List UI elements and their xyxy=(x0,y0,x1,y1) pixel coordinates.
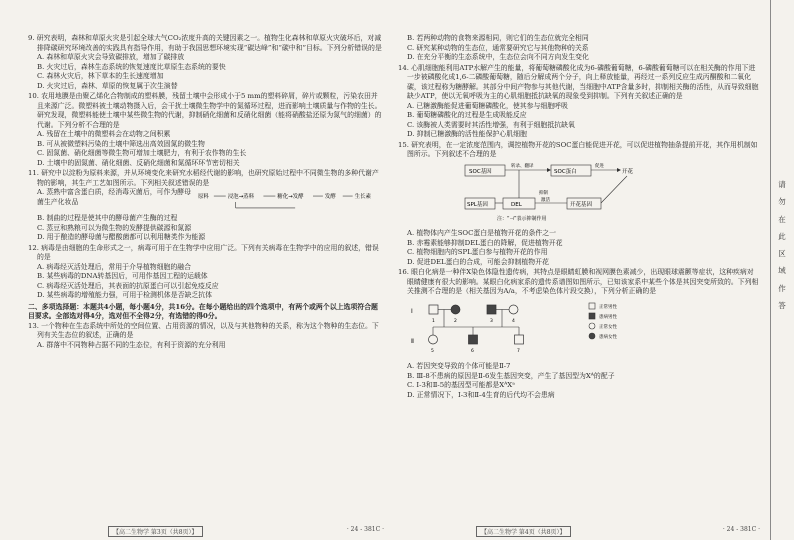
question-stem: 12. 病毒是由细胞的生命形式之一，病毒可用于在生物学中应用广泛。下列有关病毒在生物学中的应用的叙述，错误的是 xyxy=(28,243,379,262)
question-13-continued xyxy=(398,34,760,63)
process-flow-diagram xyxy=(196,188,384,214)
option-d: D. 在充分平衡的生态系统中，生态位会向不同方向发生变化 xyxy=(407,53,589,62)
edge-label: 促进 xyxy=(595,163,604,169)
question-stem: 13. 一个物种在生态系统中所处的空间位置、占用资源的情况，以及与其他物种的关系，称为这个物种的生态位。下列有关生态位的叙述，正确的是 xyxy=(28,321,379,340)
option-b: B. 葡萄糖磷酸化的过程是生成吸能反应 xyxy=(407,111,527,120)
question-16 xyxy=(398,268,760,400)
section-heading: 二、多项选择题：本题共4小题，每小题4分，共16分。在每小题给出的四个选项中，有两个或两个以上选项符合题目要求。全部选对得4分，选对但不全得2分，有选错的得0分。 xyxy=(28,302,378,321)
option-a: A. 森林和草原火灾会导致碳排放，增加了碳排放 xyxy=(37,53,185,62)
individual-label: 2 xyxy=(454,318,457,324)
option-a: A. 病毒经灭活处理后，常用于介导植物细胞的融合 xyxy=(37,262,192,271)
option-d: D. 火灾过后，森林、草原的恢复属于次生演替 xyxy=(37,81,178,90)
flow-step: 原料 xyxy=(197,194,209,201)
option-c: C. 固氮菌、硝化细菌等微生物可增加土壤肥力，有利于农作物的生长 xyxy=(37,149,247,158)
question-15 xyxy=(398,141,760,268)
option-c: C. 病毒经灭活处理后，其表面的抗原蛋白可以引起免疫反应 xyxy=(37,281,219,290)
option-a: A. 群落中不同物种占据不同的生态位，有利于资源的充分利用 xyxy=(37,340,226,349)
individual-label: 4 xyxy=(512,318,515,324)
question-stem: 15. 研究表明，在一定浓度范围内，调控植物开花的SOC蛋白能促进开花，可以促进植物抽条提前开花，其作用机制如图所示。下列叙述不合理的是 xyxy=(398,140,758,159)
option-c: C. 蒸豆和熟粮可以为微生物的发酵提供碳源和氮源 xyxy=(37,223,192,232)
question-stem: 16. 眼白化病是一种伴X染色体隐性遗传病，其特点是眼睛虹膜和视网膜色素减少，出现眼球震颤等症状，这种疾病对眼睛健康有很大的影响。某眼白化病家系的遗传系谱图如图所示，已知该家系中某些个体是其因突变所致的。下列相关推测不合理的是（相关基因为A/a，不考虑染色体片段交换），下列分析正确的是 xyxy=(398,268,759,296)
question-stem: 14. 心肌细胞能利用ATP水解产生的能量，将葡萄糖磷酸化成为6-磷酸葡萄糖，6-磷酸葡萄糖可以在相关酶的作用下进一步被磷酸化成1,6-二磷酸葡萄糖，随后分解成两个分子，向上释放能量，再经过一系列反应生成丙酮酸和二氧化碳，该过程称为糖酵解。其部分中间产物参与其他代谢，当细胞中ATP含量多时，抑制相关酶的活性，从而导致细胞缺少ATP，使以无氧呼吸为主的心肌细胞抵抗缺氧的现象受到抑制。下列有关叙述正确的是 xyxy=(398,63,759,101)
generation-label: Ⅰ xyxy=(411,307,413,315)
option-d: D. 促进DEL蛋白的合成，可能会抑制植物开花 xyxy=(407,257,549,266)
option-d: D. 用于酿造的酵母菌与醋酸菌都可以利用糖类作为能源 xyxy=(37,233,206,242)
question-stem: 9. 研究表明，森林和草原火灾是引起全球大气CO₂浓度升高的关键因素之一。植物生化森林和草原火灾破坏后，对减排降碳研究环境改善的实践具有指导作用，有助于我国思想环境实现“碳达峰”和“碳中和”目标。下列分析错误的是 xyxy=(28,34,382,52)
individual-label: 7 xyxy=(517,348,520,354)
normal-male-symbol xyxy=(515,335,524,344)
individual-label: 5 xyxy=(431,348,434,354)
flow-step: 发酵 xyxy=(324,194,336,201)
notice-char: 区 xyxy=(778,249,786,258)
individual-label: 1 xyxy=(432,318,435,324)
notice-char: 答 xyxy=(778,300,786,310)
notice-char: 勿 xyxy=(778,197,786,207)
option-b: B. 火灾过后，森林生态系统的恢复速度比草原生态系统的要快 xyxy=(37,62,226,71)
option-d: D. 抑制已糖激酶的活性能保护心肌细胞 xyxy=(407,130,527,139)
edge-label: 抑制 xyxy=(539,190,548,196)
page-number-tag: 【高二生物学 第3页（共8页）】 xyxy=(108,526,203,537)
no-answer-zone-notice xyxy=(772,176,792,314)
affected-male-symbol xyxy=(487,305,496,314)
question-13 xyxy=(28,322,384,351)
normal-male-symbol xyxy=(429,305,438,314)
option-a: A. 若因突变导致的个体可能是Ⅱ-7 xyxy=(407,362,511,371)
node-label: SOC蛋白 xyxy=(554,168,577,175)
option-c: C. Ⅰ-3和Ⅱ-5的基因型可能都是XᴬXᵃ xyxy=(407,381,515,390)
individual-label: 3 xyxy=(490,318,493,324)
question-9 xyxy=(28,34,384,91)
option-a: A. 残留在土壤中的微塑料会在动物之间积累 xyxy=(37,130,171,139)
question-stem: 11. 研究中以淀粉为原料来源，并从环境变化来研究水稻经代谢的影响，也研究原始过程中不同微生物的多种代谢产物的影响，其生产工艺如图所示。下列相关叙述错误的是 xyxy=(28,169,379,187)
legend-label: 正常女性 xyxy=(599,324,617,330)
individual-label: 6 xyxy=(471,348,474,354)
edge-label: 激活 xyxy=(541,197,550,203)
option-d: D. 某些病毒的增殖能力强，可用于检测机体是否缺乏抗体 xyxy=(37,291,213,300)
node-label: SPL基因 xyxy=(467,201,488,208)
legend-label: 正常男性 xyxy=(599,304,617,310)
option-b: B. 若两种动物的食物来源相同，则它们的生态位就完全相同 xyxy=(407,34,589,42)
page-number-tag: 【高二生物学 第4页（共8页）】 xyxy=(476,526,571,537)
affected-female-symbol xyxy=(451,305,460,314)
option-c: C. 该酶被人类需要时其活性增强，有利于细胞抵抗缺氧 xyxy=(407,120,575,129)
pedigree-chart xyxy=(407,299,667,357)
exam-code: · 24 - 381C · xyxy=(722,526,760,533)
left-column xyxy=(28,34,384,351)
option-c: C. 植物细胞内的SPL蛋白参与植物开花的作用 xyxy=(407,248,548,257)
legend-label: 患病女性 xyxy=(599,334,617,340)
option-a: A. 已糖激酶能促进葡萄糖磷酸化，使其参与细胞呼吸 xyxy=(407,101,568,110)
flow-step: 浸泡→蒸料 xyxy=(227,194,254,201)
question-14 xyxy=(398,64,760,140)
normal-female-symbol xyxy=(429,335,438,344)
node-label: 开花基因 xyxy=(570,201,593,208)
option-b: B. 可从被微塑料污染的土壤中筛选出高效固氮的微生物 xyxy=(37,139,205,148)
notice-char: 在 xyxy=(778,214,786,224)
notice-char: 作 xyxy=(778,283,786,293)
edge-label: 转录、翻译 xyxy=(511,163,534,169)
node-label: 开花 xyxy=(622,168,634,175)
option-b: B. 某些病毒的DNA转基因后，可用作基因工程的运载体 xyxy=(37,272,208,281)
flow-step: 生长素 xyxy=(354,194,371,201)
option-c: C. 森林火灾后，林下草本的生长速度增加 xyxy=(37,72,164,81)
affected-male-symbol xyxy=(469,335,478,344)
generation-label: Ⅱ xyxy=(411,337,414,345)
right-column xyxy=(398,34,760,401)
question-12 xyxy=(28,244,384,301)
node-label: SOC基因 xyxy=(469,168,492,175)
option-b: B. Ⅲ-8不患病的原因是Ⅱ-6发生基因突变，产生了基因型为Xᴬ的配子 xyxy=(407,371,615,380)
flowering-mechanism-diagram xyxy=(407,162,657,224)
option-c: C. 研究某种动物的生态位，通常要研究它与其他物种的关系 xyxy=(407,43,589,52)
option-b: B. 制曲的过程是使其中的酵母菌产生酶的过程 xyxy=(37,214,178,223)
option-d: D. 土壤中的固氮菌、硝化细菌、反硝化细菌和氮循环环节密切相关 xyxy=(37,158,240,167)
question-stem: 10. 农用地膜是由聚乙烯化合物制成的塑料膜，残留土壤中会形成小于5 mm的塑料碎屑，碎片或颗粒，污染农田并且来源广泛。微塑料被土壤动物摄入后，会干扰土壤微生物学中的氮循环过程，进而影响土壤质量与作物的生长。研究发现，微塑料能使土壤中某些微生物的代谢，抑制硝化细菌和反硝化细菌（能将硝酸盐还原为氮气的细菌）的代谢。下列分析不合理的是 xyxy=(28,92,382,129)
question-10 xyxy=(28,92,384,168)
figure-caption: 注：“⊣”表示抑制作用 xyxy=(497,215,547,222)
option-a: A. 蒸熟中富含蛋白质，经消毒灭菌后，可作为酵母菌生产化妆品 xyxy=(37,188,192,206)
legend-label: 患病男性 xyxy=(599,314,617,320)
option-d: D. 正常情况下，Ⅰ-3和Ⅱ-4生育的后代均不会患病 xyxy=(407,390,555,399)
exam-code: · 24 - 381C · xyxy=(346,526,384,533)
flow-step: 糖化→发酵 xyxy=(276,194,304,201)
notice-char: 请 xyxy=(778,180,786,189)
node-label: DEL xyxy=(511,201,522,208)
question-11 xyxy=(28,169,384,243)
notice-char: 域 xyxy=(778,266,786,276)
notice-char: 此 xyxy=(778,231,786,241)
option-a: A. 植物体内产生SOC蛋白是植物开花的条件之一 xyxy=(407,229,557,238)
option-b: B. 赤霉素能够抑制DEL蛋白的降解，促进植物开花 xyxy=(407,238,563,247)
normal-female-symbol xyxy=(509,305,518,314)
